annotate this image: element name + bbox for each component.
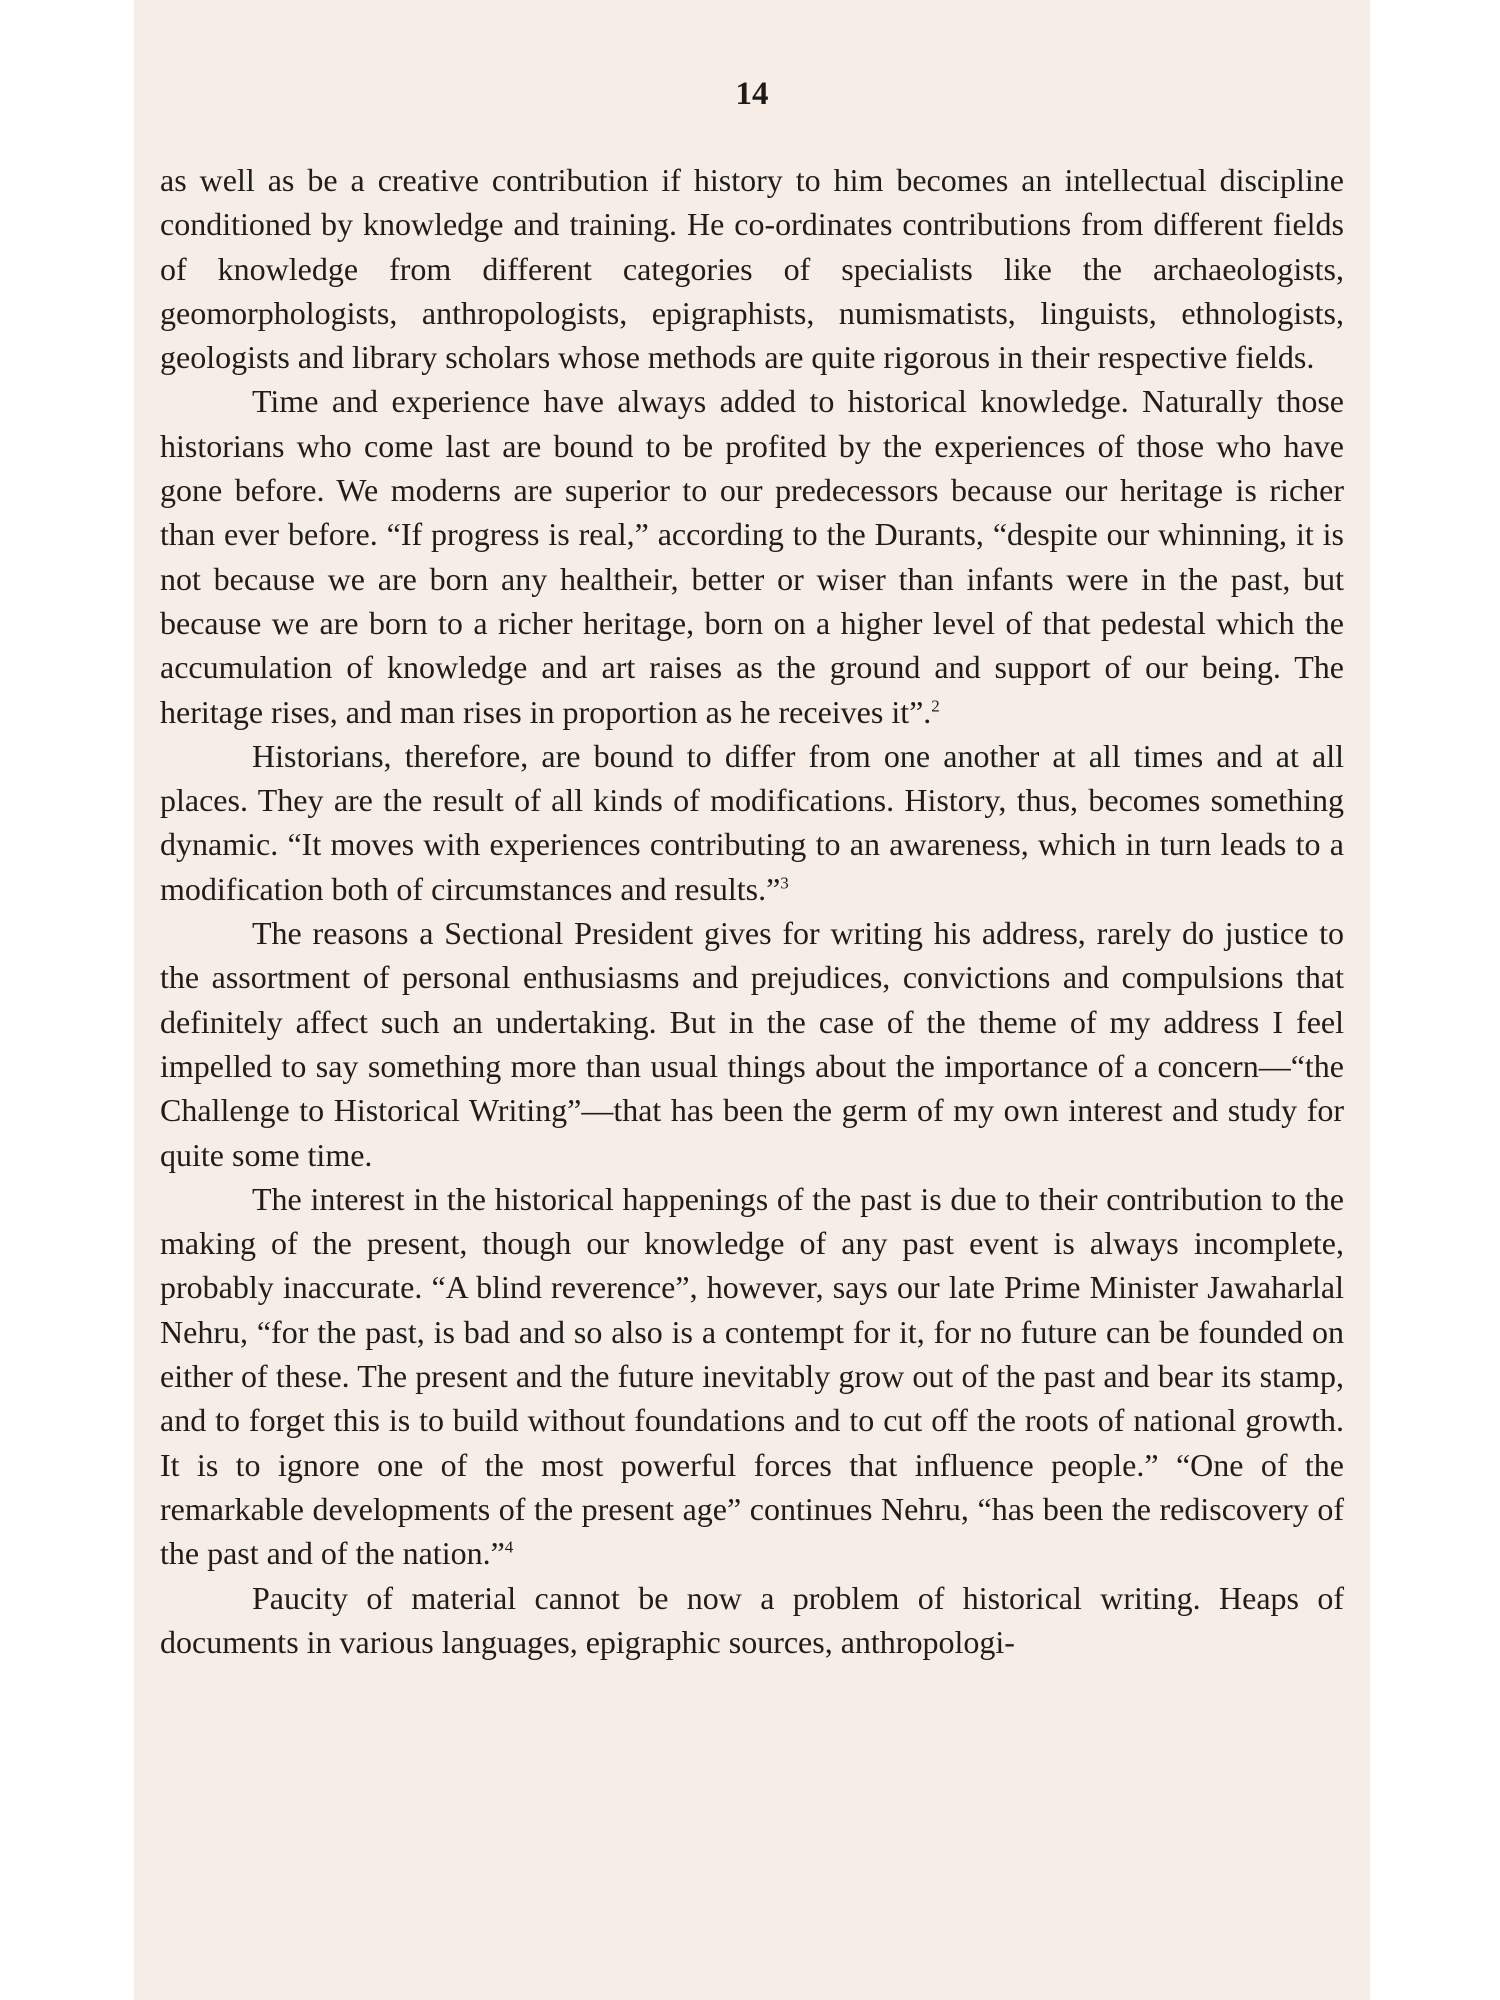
- paragraph-3: [160, 734, 1344, 911]
- paragraph-5: [160, 1177, 1344, 1576]
- body-text: [160, 158, 1344, 1664]
- paragraph-1: [160, 158, 1344, 379]
- footnote-marker: 3: [780, 873, 789, 893]
- paragraph-6: [160, 1576, 1344, 1665]
- footnote-marker: 4: [504, 1537, 514, 1557]
- page-number: 14: [735, 76, 769, 112]
- paragraph-text: as well as be a creative contribution if history to him becomes an intellectual discipline conditioned by knowledge and training. He co-ordinates contributions from different fields of knowledge from different categories of specialists like the archaeologists, geomorphologists, anthropologists, epigraphists, numismatists, linguists, ethnologists, geologists and library scholars whose methods are quite rigorous in their respective fields.: [160, 162, 1344, 376]
- paragraph-4: [160, 911, 1344, 1177]
- footnote-marker: 2: [931, 695, 940, 715]
- book-page: [134, 0, 1370, 2000]
- paragraph-text: The reasons a Sectional President gives for writing his address, rarely do justice to the assortment of personal enthusiasms and prejudices, convictions and compulsions that definitely affect such an undertaking. But in the case of the theme of my address I feel impelled to say something more than usual things about the importance of a concern—“the Challenge to Historical Writing”—that has been the germ of my own interest and study for quite some time.: [160, 915, 1344, 1173]
- paragraph-text: Paucity of material cannot be now a problem of historical writing. Heaps of documents in various languages, epigraphic sources, anthropologi-: [160, 1579, 1344, 1660]
- paragraph-text: Time and experience have always added to historical knowledge. Naturally those historians who come last are bound to be profited by the experiences of those who have gone before. We moderns are superior to our predecessors because our heritage is richer than ever before. “If progress is real,” according to the Durants, “despite our whinning, it is not because we are born any healtheir, better or wiser than infants were in the past, but because we are born to a richer heritage, born on a higher level of that pedestal which the accumulation of knowledge and art raises as the ground and support of our being. The heritage rises, and man rises in proportion as he receives it”.: [160, 383, 1344, 730]
- paragraph-text: The interest in the historical happenings of the past is due to their contribution to the making of the present, though our knowledge of any past event is always incomplete, probably inaccurate. “A blind reverence”, however, says our late Prime Minister Jawaharlal Nehru, “for the past, is bad and so also is a contempt for it, for no future can be founded on either of these. The present and the future inevitably grow out of the past and bear its stamp, and to forget this is to build without foundations and to cut off the roots of national growth. It is to ignore one of the most powerful forces that influence people.” “One of the remarkable developments of the present age” continues Nehru, “has been the rediscovery of the past and of the nation.”: [160, 1180, 1344, 1572]
- paragraph-2: [160, 379, 1344, 733]
- paragraph-text: Historians, therefore, are bound to differ from one another at all times and at all places. They are the result of all kinds of modifications. History, thus, becomes something dynamic. “It moves with experiences contributing to an awareness, which in turn leads to a modification both of circumstances and results.”: [160, 737, 1344, 907]
